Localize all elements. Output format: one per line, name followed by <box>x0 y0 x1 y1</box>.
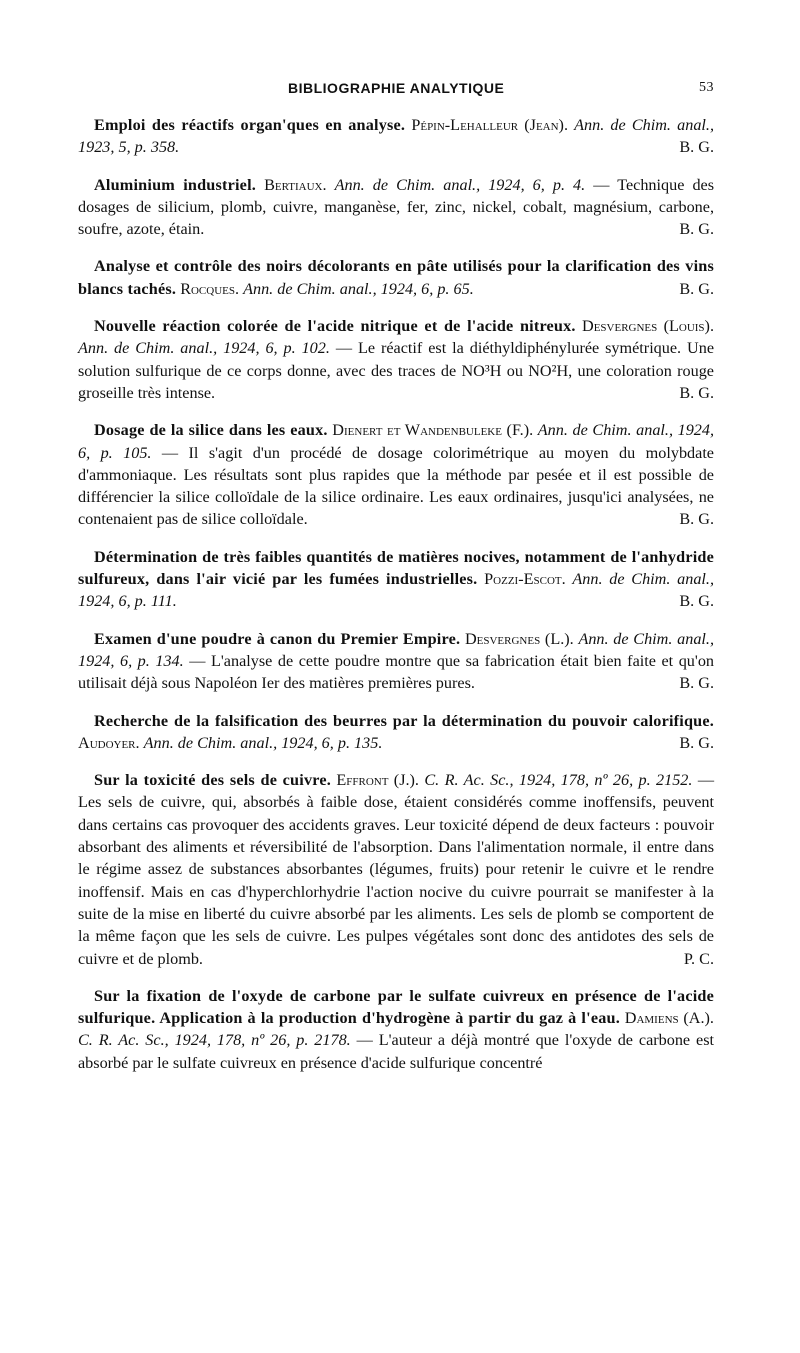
bibliography-entry <box>78 315 714 404</box>
entry-reference: Ann. de Chim. anal., 1924, 6, p. 4. <box>334 175 586 194</box>
entry-signature: B. G. <box>679 510 714 529</box>
entry-body: — Le réactif est la diéthyldiphénylurée symétrique. Une solution sulfurique de ce corps donne, avec des traces de NO³H ou NO²H, une coloration rouge groseille très intense. <box>78 339 714 402</box>
entry-reference: Ann. de Chim. anal., 1924, 6, p. 105. <box>78 421 715 462</box>
entry-reference: Ann. de Chim. anal., 1923, 5, p. 358. <box>78 116 714 157</box>
entry-author: Effront (J.). <box>336 771 419 790</box>
bibliography-entry <box>78 174 714 241</box>
entry-reference: C. R. Ac. Sc., 1924, 178, nº 26, p. 2178. <box>78 1031 351 1050</box>
entry-reference: Ann. de Chim. anal., 1924, 6, p. 102. <box>78 339 330 358</box>
entry-author: Dienert et Wandenbuleke (F.). <box>332 421 534 440</box>
entry-author: Pozzi-Escot. <box>484 570 566 589</box>
entry-reference: Ann. de Chim. anal., 1924, 6, p. 111. <box>78 570 715 611</box>
bibliography-entry <box>78 710 714 755</box>
entry-reference: Ann. de Chim. anal., 1924, 6, p. 65. <box>243 279 474 298</box>
entry-body: — Les sels de cuivre, qui, absorbés à faible dose, étaient considérés comme inoffensifs, peuvent dans certains cas provoquer des accidents graves. Leur toxicité dépend de deux facteurs : pouvoir absorbant des aliments et réversibilité de l'absorption. Dans l'alimentation normale, il entre dans le régime assez de substances absorbantes (légumes, fruits) pour retenir le cuivre et le rendre inoffensif. Mais en cas d'hyperchlorhydrie l'action nocive du cuivre pourrait se manifester à la suite de la mise en liberté du cuivre absorbé par les aliments. Les sels de plomb se comportent de la même façon que les sels de cuivre. Les pulpes végétales sont donc des antidotes des sels de cuivre et de plomb. <box>78 771 715 968</box>
entry-author: Audoyer. <box>78 733 140 752</box>
entry-title: Sur la toxicité des sels de cuivre. <box>94 771 331 790</box>
entry-body: — Il s'agit d'un procédé de dosage colorimétrique au moyen du molybdate d'ammoniaque. Les résultats sont plus rapides que la méthode par pesée et il est possible de différencier la silice colloïdale de la silice ordinaire. Les eaux ordinaires, jusqu'ici analysées, ne contenaient pas de silice colloïdale. <box>78 443 714 529</box>
entry-signature: B. G. <box>679 733 714 752</box>
entry-title: Examen d'une poudre à canon du Premier Empire. <box>94 629 461 648</box>
entry-reference: Ann. de Chim. anal., 1924, 6, p. 135. <box>143 733 383 752</box>
entry-body: — L'analyse de cette poudre montre que sa fabrication était bien faite et qu'on utilisait déjà sous Napoléon Ier des matières premières pures. <box>78 651 715 693</box>
entry-author: Pépin-Lehalleur (Jean). <box>411 116 568 134</box>
running-header <box>78 80 714 104</box>
entry-signature: B. G. <box>679 674 714 693</box>
entry-signature: B. G. <box>679 279 714 298</box>
entry-signature: B. G. <box>679 592 714 611</box>
entry-title: Aluminium industriel. <box>94 175 257 194</box>
entry-title: Emploi des réactifs organ'ques en analyse. <box>94 116 406 134</box>
document-page <box>78 80 714 1074</box>
bibliography-entry <box>78 985 714 1074</box>
bibliography-entry <box>78 769 714 970</box>
entry-reference: C. R. Ac. Sc., 1924, 178, nº 26, p. 2152. <box>424 771 693 790</box>
entry-signature: B. G. <box>679 138 714 157</box>
entry-signature: B. G. <box>679 220 714 239</box>
running-title: BIBLIOGRAPHIE ANALYTIQUE <box>288 80 505 96</box>
bibliography-entry <box>78 628 714 695</box>
bibliography-entry <box>78 255 714 300</box>
entry-title: Sur la fixation de l'oxyde de carbone par le sulfate cuivreux en présence de l'acide sulfurique. Application à la production d'hydrogène à partir du gaz à l'eau. <box>78 986 714 1028</box>
page-number: 53 <box>699 80 714 95</box>
entry-author: Rocques. <box>180 279 240 298</box>
entry-body: — L'auteur a déjà montré que l'oxyde de carbone est absorbé par le sulfate cuivreux en présence d'acide sulfurique concentré <box>78 1031 714 1072</box>
entry-body: — Technique des dosages de silicium, plomb, cuivre, manganèse, fer, zinc, nickel, cobalt, magnésium, carbone, soufre, azote, étain. <box>78 175 715 239</box>
bibliography-entry <box>78 114 714 159</box>
entry-title: Analyse et contrôle des noirs décolorants en pâte utilisés pour la clarification des vins blancs tachés. <box>78 257 714 298</box>
entry-title: Dosage de la silice dans les eaux. <box>94 421 328 440</box>
entry-title: Recherche de la falsification des beurres par la détermination du pouvoir calorifique. <box>94 711 714 730</box>
bibliography-list <box>78 114 714 1074</box>
entry-author: Damiens (A.). <box>624 1009 714 1028</box>
entry-signature: P. C. <box>683 949 714 968</box>
entry-title: Nouvelle réaction colorée de l'acide nitrique et de l'acide nitreux. <box>94 317 576 336</box>
entry-author: Bertiaux. <box>264 175 327 194</box>
entry-author: Desvergnes (L.). <box>464 629 574 648</box>
bibliography-entry <box>78 419 714 530</box>
bibliography-entry <box>78 546 714 613</box>
entry-signature: B. G. <box>679 383 714 402</box>
entry-author: Desvergnes (Louis). <box>582 317 714 336</box>
entry-reference: Ann. de Chim. anal., 1924, 6, p. 134. <box>78 629 715 670</box>
entry-title: Détermination de très faibles quantités de matières nocives, notamment de l'anhydride sulfureux, dans l'air vicié par les fumées industrielles. <box>78 547 714 589</box>
